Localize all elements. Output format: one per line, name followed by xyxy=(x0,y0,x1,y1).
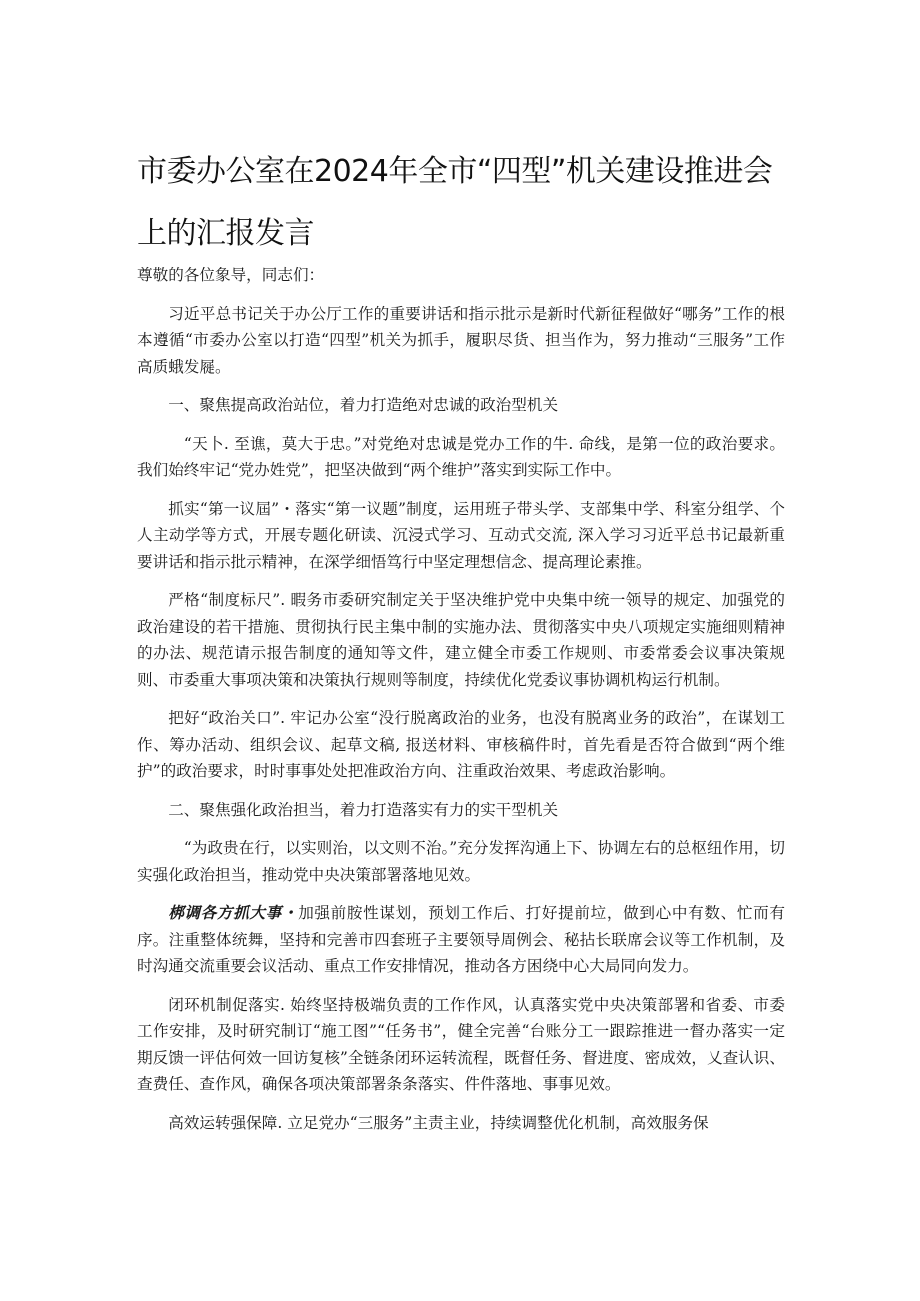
document-title-line-1: 市委办公室在2024年全市“四型”机关建设推进会 xyxy=(137,154,773,189)
paragraph-text: 把好“政治关口”. 牢记办公室“没行脱离政治的业务，也没有脱离业务的政治”，在谋划工作、筹办活动、组织会议、起草文稿, 报送材料、审核稿件时，首先看是否符合做到“两个维护”的政治要求，时时事事处处把准政治方向、注重政治效果、考虑政治影响。 xyxy=(137,709,785,780)
paragraph-text: 闭环机制促落实. 始终坚持极端负责的工作作风，认真落实党中央决策部署和省委、市委工作安排，及时研究制订“施工图”“任务书”，健全完善“台账分工一跟踪推进一督办落实一定期反馈一评估何效一回访复核”全链条闭环运转流程，既督任务、督进度、密成效，乂查认识、查费任、查作风，确保各项决策部署条条落实、件件落地、事事见效。 xyxy=(137,995,785,1093)
paragraph-text: “为政贵在行，以实则治，以文则不治。”充分发挥沟通上下、协调左右的总枢纽作用，切实强化政治担当，推动党中央决策部署落地见效。 xyxy=(137,839,785,884)
paragraph-text: 高效运转强保障. 立足党办“三服务”主责主业，持续调整优化机制，高效服务保 xyxy=(168,1113,709,1132)
paragraph-intro xyxy=(137,301,785,381)
paragraph-efficient-operation xyxy=(137,1110,785,1137)
paragraph-text: 习近平总书记关于办公厅工作的重要讲话和指示批示是新时代新征程做好“哪务”工作的根本遵循“市委办公室以打造“四型”机关为抓手，履职尽货、担当作为，努力推动“三服务”工作高质蛾发屣。 xyxy=(137,304,785,376)
greeting: 尊敬的各位象导，同志们： xyxy=(137,266,325,284)
paragraph-lead: 梆调各方抓大事・ xyxy=(168,903,299,922)
section-heading-text: 一、聚焦提高政治站位，着力打造绝对忠诚的政治型机关 xyxy=(168,396,559,414)
paragraph-coordinate xyxy=(137,900,785,980)
paragraph-text: 抓实“第一议屆”・落实“第一议题”制度，运用班子带头学、支部集中学、科室分组学、个人主动学等方式，开展专题化研读、沉浸式学习、互动式交流, 深入学习习近平总书记最新重要讲话和指示批示精神，在深学细悟笃行中坚定理想信念、提高理论素推。 xyxy=(137,499,785,571)
paragraph-system-standard xyxy=(137,587,785,693)
paragraph-text: 严格“制度标尺”. 暇务市委研究制定关于坚决维护党中央集中统一领导的规定、加强党的政治建设的若干措施、贯彻执行民主集中制的实施办法、贯彻落实中央八项规定实施细则精神的办法、规范请示报告制度的通知等文件，建立健全市委工作规则、市委常委会议事决策规则、市委重大事项决策和决策执行规则等制度，持续优化党委议事协调机构运行机制。 xyxy=(137,591,785,689)
document-body xyxy=(137,262,785,1148)
section-heading-2 xyxy=(137,797,785,824)
paragraph-political-gate xyxy=(137,705,785,785)
paragraph-first-topic xyxy=(137,496,785,576)
paragraph-quote-2 xyxy=(137,835,785,888)
paragraph-closed-loop xyxy=(137,992,785,1098)
paragraph-text: “天卜. 至谯，莫大于忠。”对党绝对忠诚是党办工作的牛. 命线，是第一位的政治要求。我们始终牢记“党办姓党”，把坚决做到“两个维护”落实到实际工作中。 xyxy=(137,434,785,479)
section-heading-1 xyxy=(137,392,785,419)
document-title-line-2: 上的汇报发言 xyxy=(137,216,314,251)
section-heading-text: 二、聚焦强化政治担当，着力打造落实有力的实干型机关 xyxy=(168,800,559,819)
paragraph-quote-1 xyxy=(137,431,785,484)
paragraph-text: 加强前胺性谋划，预划工作后、打好提前垃，做到心中有数、忙而有序。注重整体统舞，坚持和完善市四套班子主要领导周例会、秘拈长联席会议等工作机制，及时沟通交流重要会议活动、重点工作安排情况，推动各方困绕中心大局同向发力。 xyxy=(137,904,785,975)
